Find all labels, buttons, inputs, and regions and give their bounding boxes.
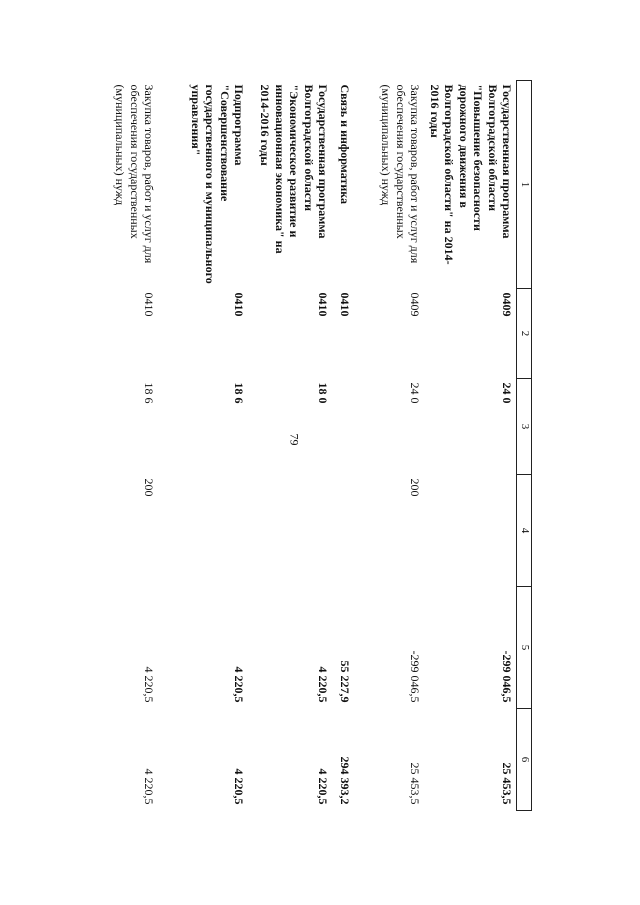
- row-section-code: 0410: [338, 292, 352, 317]
- row-name: Закупка товаров, работ и услуг для обеспечения государственных (муниципальных) нужд: [379, 84, 422, 264]
- row-name: Государственная программа Волгоградской области "Повышение безопасности дорожного движения в Волгоградской области" на 2014-2016 годы: [428, 84, 514, 265]
- table-row: [332, 81, 354, 811]
- header-col-1: 1: [517, 81, 532, 289]
- row-program-code: 18 0: [316, 382, 330, 404]
- row-program-code: [332, 379, 354, 475]
- table-row: [424, 81, 517, 811]
- row-program-code: 24 0: [408, 382, 422, 404]
- header-col-3: 3: [517, 379, 532, 475]
- row-amount-change: -299 046,5: [408, 650, 422, 703]
- table-row: [354, 81, 424, 811]
- row-amount-change: 4 220,5: [232, 666, 246, 703]
- header-col-6: 6: [517, 709, 532, 811]
- row-expense-type: 200: [142, 478, 156, 497]
- row-amount-change: 4 220,5: [142, 666, 156, 703]
- rotated-budget-table: [92, 80, 532, 810]
- row-amount-total: 294 393,2: [338, 756, 352, 805]
- row-amount-total: 4 220,5: [232, 768, 246, 805]
- row-name: Подпрограмма "Совершенствование государственного и муниципального управления": [188, 84, 246, 284]
- row-expense-type: [158, 475, 248, 587]
- row-name: Связь и информатика: [338, 84, 352, 205]
- header-row: [517, 81, 532, 811]
- row-amount-change: 4 220,5: [316, 666, 330, 703]
- row-section-code: 0409: [408, 292, 422, 317]
- row-expense-type: 200: [408, 478, 422, 497]
- row-expense-type: [424, 475, 517, 587]
- row-section-code: 0410: [142, 292, 156, 317]
- row-name: Закупка товаров, работ и услуг для обеспечения государственных (муниципальных) нужд: [113, 84, 156, 264]
- row-program-code: 18 6: [232, 382, 246, 404]
- row-amount-total: 25 453,5: [408, 762, 422, 805]
- header-col-5: 5: [517, 587, 532, 709]
- row-expense-type: [332, 475, 354, 587]
- row-name: Государственная программа Волгоградской области "Экономическое развитие и инновационная экономика" на 2014-2016 годы: [258, 84, 330, 254]
- row-program-code: 18 6: [142, 382, 156, 404]
- row-expense-type: [248, 475, 332, 587]
- row-section-code: 0410: [316, 292, 330, 317]
- row-section-code: 0409: [500, 292, 514, 317]
- table-row: [158, 81, 248, 811]
- page-number: 79: [287, 433, 302, 446]
- header-col-2: 2: [517, 289, 532, 379]
- row-amount-change: -299 046,5: [500, 650, 514, 703]
- row-amount-total: 4 220,5: [142, 768, 156, 805]
- row-amount-total: 4 220,5: [316, 768, 330, 805]
- row-amount-total: 25 453,5: [500, 762, 514, 805]
- row-amount-change: 55 227,9: [338, 660, 352, 703]
- header-col-4: 4: [517, 475, 532, 587]
- table-row: [88, 81, 158, 811]
- row-program-code: 24 0: [500, 382, 514, 404]
- row-section-code: 0410: [232, 292, 246, 317]
- budget-table: [88, 80, 532, 811]
- table-row: [248, 81, 332, 811]
